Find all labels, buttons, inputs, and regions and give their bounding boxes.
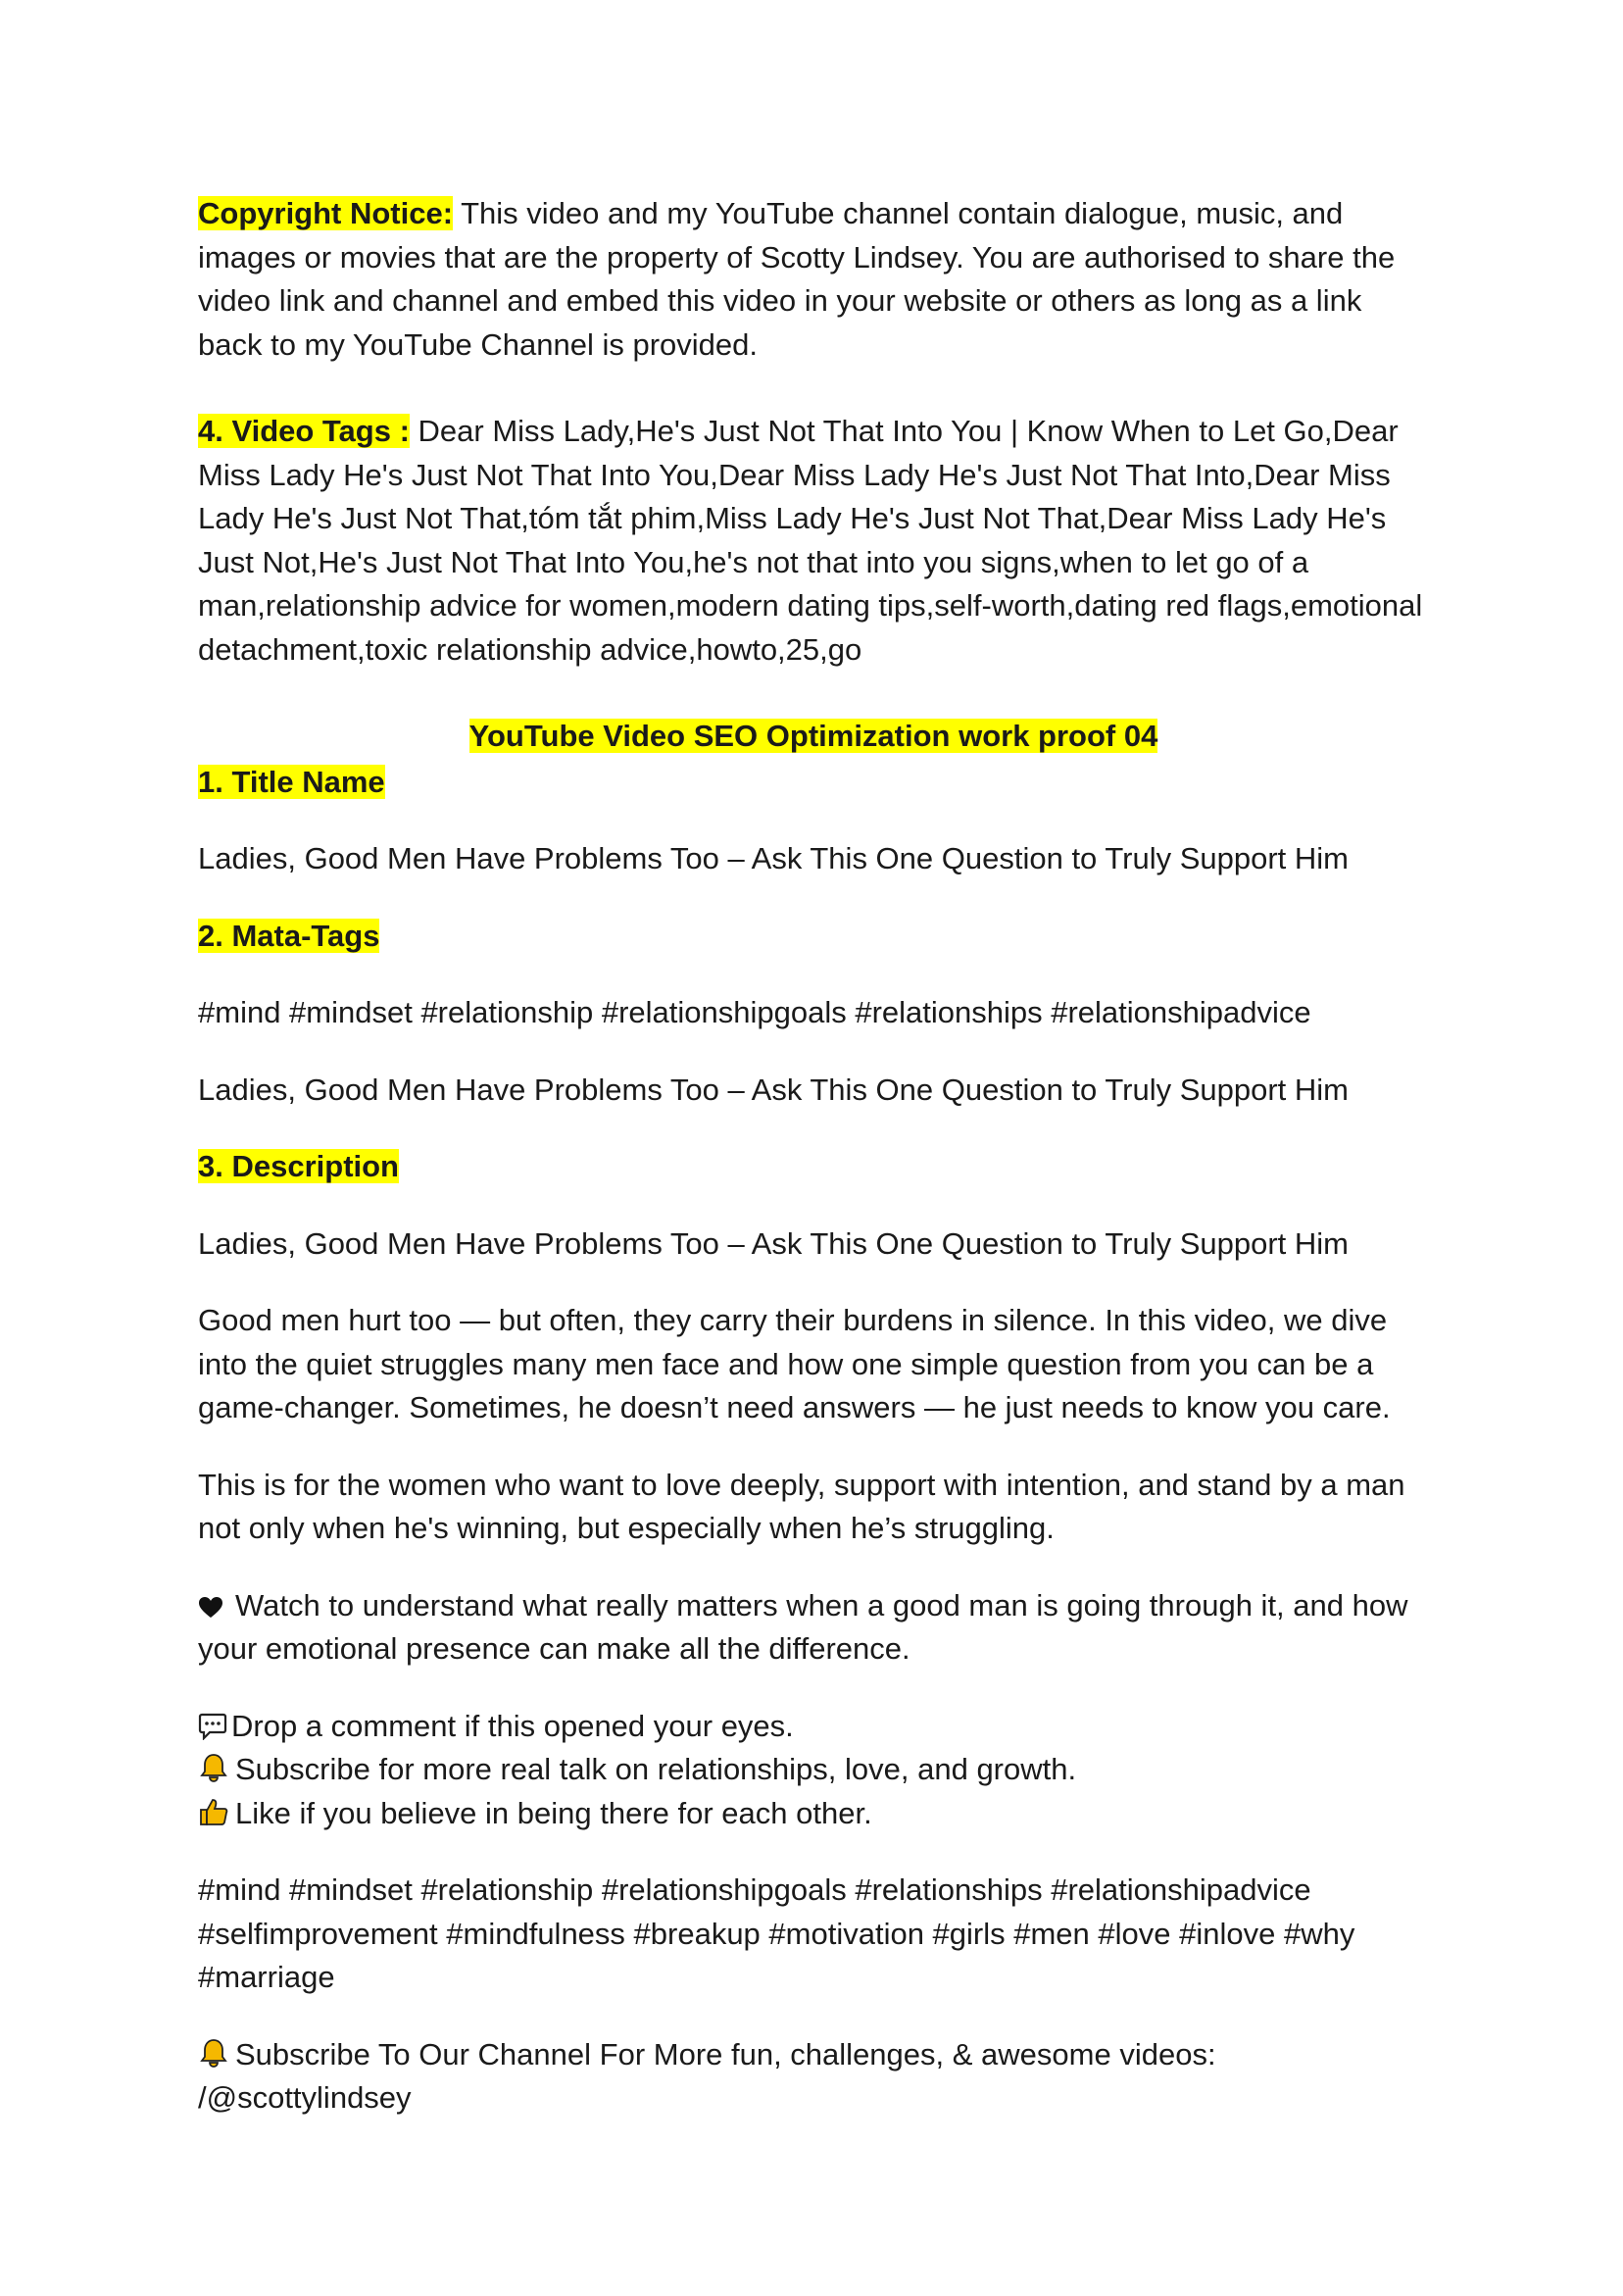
description-para-2: This is for the women who want to love deeply, support with intention, and stand by a man not only when he's winning, but especially when he’s struggling.	[198, 1467, 1405, 1545]
cta-list	[198, 1705, 1429, 1836]
description-para-1: Good men hurt too — but often, they carry their burdens in silence. In this video, we dive into the quiet struggles many men face and how one simple question from you can be a game-changer. Sometimes, he doesn’t need answers — he just needs to know you care.	[198, 1303, 1391, 1424]
title-section-label: 1. Title Name	[198, 764, 385, 799]
speech-bubble-icon	[198, 1705, 231, 1749]
copyright-text: This video and my YouTube channel contain dialogue, music, and images or movies that are the property of Scotty Lindsey. You are authorised to share the video link and channel and embed this video in your website or others as long as a link back to my YouTube Channel is provided.	[198, 196, 1396, 362]
subscribe-text: Subscribe To Our Channel For More fun, challenges, & awesome videos:	[235, 2036, 1216, 2071]
copyright-notice	[198, 192, 1429, 367]
meta-tags-label: 2. Mata-Tags	[198, 918, 380, 953]
description-label: 3. Description	[198, 1149, 399, 1183]
video-tags	[198, 410, 1429, 672]
subscribe-line	[198, 2033, 1429, 2077]
bell-icon	[198, 2033, 235, 2077]
proof-heading: YouTube Video SEO Optimization work proof 04	[468, 719, 1158, 753]
description-heading	[198, 1145, 1429, 1189]
document-page	[198, 192, 1429, 2121]
proof-heading-row	[198, 715, 1429, 759]
heart-icon	[198, 1584, 235, 1628]
cta-comment-line	[198, 1705, 1429, 1749]
cta-comment: Drop a comment if this opened your eyes.	[231, 1708, 794, 1743]
video-tags-label: 4. Video Tags :	[198, 414, 410, 448]
description-hashtags: #mind #mindset #relationship #relationshipgoals #relationships #relationshipadvice #selfimprovement #mindfulness #breakup #motivation #girls #men #love #inlove #why #marriage	[198, 1872, 1355, 1994]
meta-tags-hashtags: #mind #mindset #relationship #relationshipgoals #relationships #relationshipadvice	[198, 995, 1311, 1029]
description-para-3	[198, 1584, 1429, 1672]
description-title-repeat: Ladies, Good Men Have Problems Too – Ask This One Question to Truly Support Him	[198, 1225, 1349, 1261]
meta-tags-heading	[198, 915, 1429, 959]
meta-tags-title-repeat: Ladies, Good Men Have Problems Too – Ask This One Question to Truly Support Him	[198, 1072, 1349, 1107]
subscribe-block	[198, 2033, 1429, 2121]
bell-icon	[198, 1748, 235, 1792]
title-section-heading	[198, 761, 1429, 805]
title-text: Ladies, Good Men Have Problems Too – Ask This One Question to Truly Support Him	[198, 841, 1349, 875]
channel-handle: /@scottylindsey	[198, 2080, 412, 2115]
description-para-3-text: Watch to understand what really matters when a good man is going through it, and how your emotional presence can make all the difference.	[198, 1587, 1408, 1666]
video-tags-text: Dear Miss Lady,He's Just Not That Into You | Know When to Let Go,Dear Miss Lady He's Just Not That Into You,Dear Miss Lady He's Just Not That Into,Dear Miss Lady He's Just Not That,tóm tắt phim,Miss Lady He's Just Not That,Dear Miss Lady He's Just Not,He's Just Not That Into You,he's not that into you signs,when to let go of a man,relationship advice for women,modern dating tips,self-worth,dating red flags,emotional detachment,toxic relationship advice,howto,25,go	[198, 414, 1423, 667]
cta-like-line	[198, 1792, 1429, 1836]
cta-subscribe: Subscribe for more real talk on relationships, love, and growth.	[235, 1752, 1077, 1786]
cta-like: Like if you believe in being there for each other.	[235, 1795, 872, 1830]
cta-subscribe-line	[198, 1748, 1429, 1792]
copyright-label: Copyright Notice:	[198, 196, 454, 230]
thumbs-up-icon	[198, 1792, 235, 1836]
